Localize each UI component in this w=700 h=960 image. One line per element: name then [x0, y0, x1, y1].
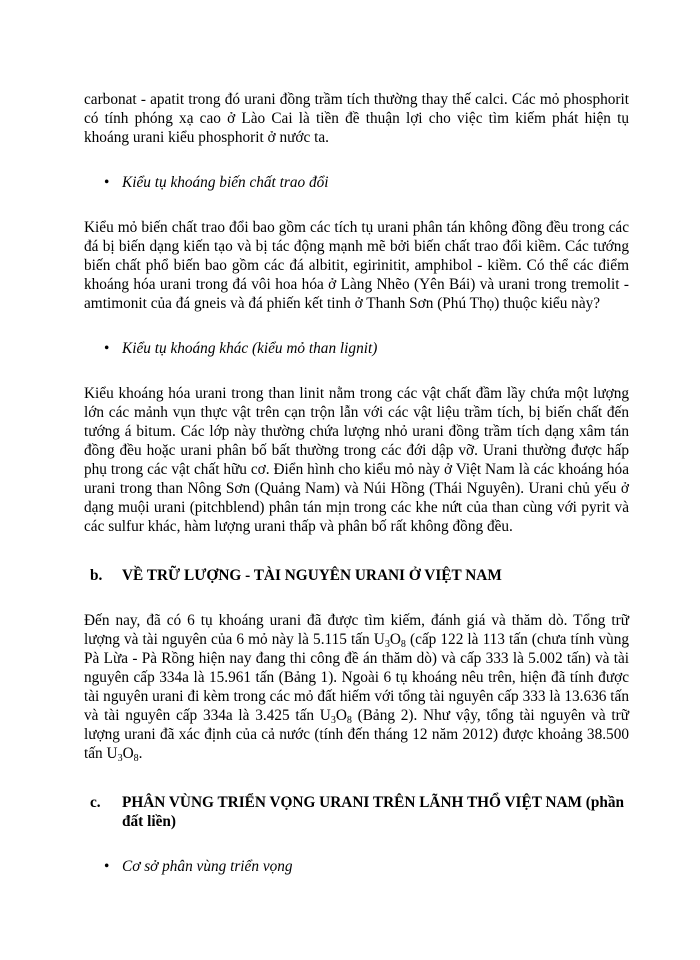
- bullet-label: Cơ sở phân vùng triển vọng: [122, 858, 293, 875]
- paragraph-phosphorit: carbonat - apatit trong đó urani đồng trầm tích thường thay thế calci. Các mỏ phosphorit có tính phóng xạ cao ở Lào Cai là tiền đề thuận lợi cho việc tìm kiếm phát hiện tụ khoáng urani kiểu phosphorit ở nước ta.: [84, 91, 629, 146]
- bullet-dot: •: [104, 858, 110, 875]
- heading-text: VỀ TRỮ LƯỢNG - TÀI NGUYÊN URANI Ở VIỆT NAM: [122, 567, 502, 584]
- bullet-lignite-type: [84, 339, 629, 358]
- document-page: [84, 90, 629, 876]
- heading-text: PHÂN VÙNG TRIỂN VỌNG URANI TRÊN LÃNH THỔ VIỆT NAM (phần đất liền): [122, 794, 625, 830]
- paragraph-metasomatic: Kiểu mỏ biến chất trao đổi bao gồm các tích tụ urani phân tán không đồng đều trong các đá bị biến dạng kiến tạo và bị tác động mạnh mẽ bởi biến chất trao đổi kiềm. Các tướng biến chất phổ biến bao gồm các đá albitit, egirinitit, amphibol - kiềm. Có thể các điểm khoáng hóa urani trong đá vôi hoa hóa ở Làng Nhẽo (Yên Bái) và urani trong tremolit - amtimonit của đá gneis và đá phiến kết tinh ở Thanh Sơn (Phú Thọ) thuộc kiểu này?: [84, 219, 629, 312]
- bullet-label: Kiểu tụ khoáng biến chất trao đổi: [122, 174, 329, 191]
- bullet-dot: •: [104, 340, 110, 357]
- bullet-prospect-basis: [84, 857, 629, 876]
- bullet-label: Kiểu tụ khoáng khác (kiểu mỏ than lignit): [122, 340, 378, 357]
- paragraph-reserves: Đến nay, đã có 6 tụ khoáng urani đã được tìm kiếm, đánh giá và thăm dò. Tổng trữ lượng và tài nguyên của 6 mỏ này là 5.115 tấn $U_3O_8$ (cấp 122 là 113 tấn (chưa tính vùng Pà Lừa - Pà Rồng hiện nay đang thi công đề án thăm dò) và cấp 333 là 5.002 tấn) và tài nguyên cấp 334a là 15.961 tấn (Bảng 1). Ngoài 6 tụ khoáng nêu trên, hiện đã tính được tài nguyên urani đi kèm trong các mỏ đất hiếm với tổng tài nguyên cấp 333 là 13.636 tấn và tài nguyên cấp 334a là 3.425 tấn $U_3O_8$ (Bảng 2). Như vậy, tổng tài nguyên và trữ lượng urani đã xác định của cả nước (tính đến tháng 12 năm 2012) được khoảng 38.500 tấn $U_3O_8$.: [84, 612, 629, 764]
- heading-number: b.: [90, 567, 103, 584]
- bullet-metasomatic-type: [84, 173, 629, 192]
- section-heading-b: [84, 566, 629, 585]
- paragraph-lignite: Kiểu khoáng hóa urani trong than linit nằm trong các vật chất đầm lầy chứa một lượng lớn các mảnh vụn thực vật trên cạn trộn lẫn với các vật liệu trầm tích, bị biến chất đến tướng á bitum. Các lớp này thường chứa lượng nhỏ urani đồng trầm tích dạng xâm tán đồng đều hoặc urani phân bố bất thường trong các đới dập vỡ. Urani thường được hấp phụ trong các vật chất hữu cơ. Điển hình cho kiểu mỏ này ở Việt Nam là các khoáng hóa urani trong than Nông Sơn (Quảng Nam) và Núi Hồng (Thái Nguyên). Urani chủ yếu ở dạng muội urani (pitchblend) phân tán mịn trong các khe nứt của than cùng với pyrit và các sulfur khác, hàm lượng urani thấp và phân bố rất không đồng đều.: [84, 385, 629, 535]
- bullet-dot: •: [104, 174, 110, 191]
- section-heading-c: [84, 793, 629, 831]
- heading-number: c.: [90, 794, 101, 811]
